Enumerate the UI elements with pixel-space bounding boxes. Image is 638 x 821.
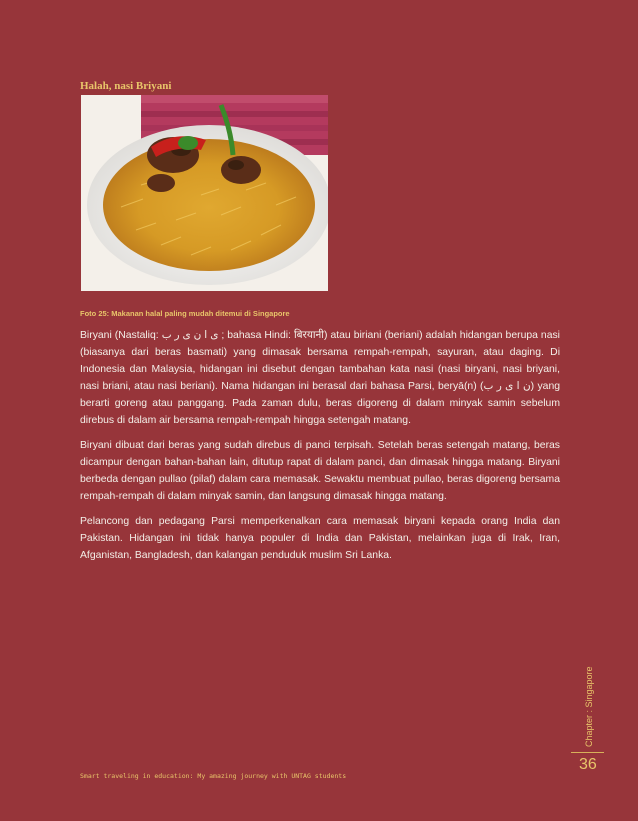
- page-number-divider: [571, 752, 604, 753]
- photo-caption: Foto 25: Makanan halal paling mudah ditemui di Singapore: [80, 309, 290, 318]
- book-footer: Smart traveling in education: My amazing journey with UNTAG students: [80, 772, 347, 780]
- paragraph: Pelancong dan pedagang Parsi memperkenalkan cara memasak biryani kepada orang India dan Pakistan. Hidangan ini tidak hanya populer di India dan Pakistan, melainkan juga di Irak, Iran, Afganistan, Bangladesh, dan kalangan penduduk muslim Sri Lanka.: [80, 516, 560, 561]
- paragraph: Biryani dibuat dari beras yang sudah direbus di panci terpisah. Setelah beras setengah matang, beras dicampur dengan bahan-bahan lain, ditutup rapat di dalam panci, dan dimasak hingga matang. Biryani berbeda dengan pullao (pilaf) dalam cara memasak. Sewaktu membuat pullao, beras digoreng bersama rempah-rempah di dalam minyak samin, dan langsung dimasak hingga matang.: [80, 440, 560, 502]
- biryani-photo: [81, 95, 328, 291]
- biryani-plate-illustration: [81, 95, 328, 291]
- chapter-side-label: Chapter : Singapore: [584, 666, 594, 747]
- page-number: 36: [579, 756, 597, 773]
- paragraph: Biryani (Nastaliq: ی ا ن ی ر ب ; bahasa Hindi: बिरयानी) atau biriani (beriani) adalah hidangan berupa nasi (biasanya dari beras basmati) yang dimasak bersama rempah-rempah, sayuran, atau daging. Di Indonesia dan Malaysia, hidangan ini disebut dengan tambahan kata nasi (nasi biryani, nasi briyani, nasi briani, atau nasi beriani). Nama hidangan ini berasal dari bahasa Parsi, beryā(n) (ن ا ی ر ب) yang berarti goreng atau panggang. Pada zaman dulu, beras digoreng di dalam minyak samin sebelum direbus di dalam air bersama rempah-rempah hingga setengah matang.: [80, 330, 561, 426]
- article-body: [80, 327, 560, 572]
- section-heading: Halah, nasi Briyani: [80, 80, 172, 92]
